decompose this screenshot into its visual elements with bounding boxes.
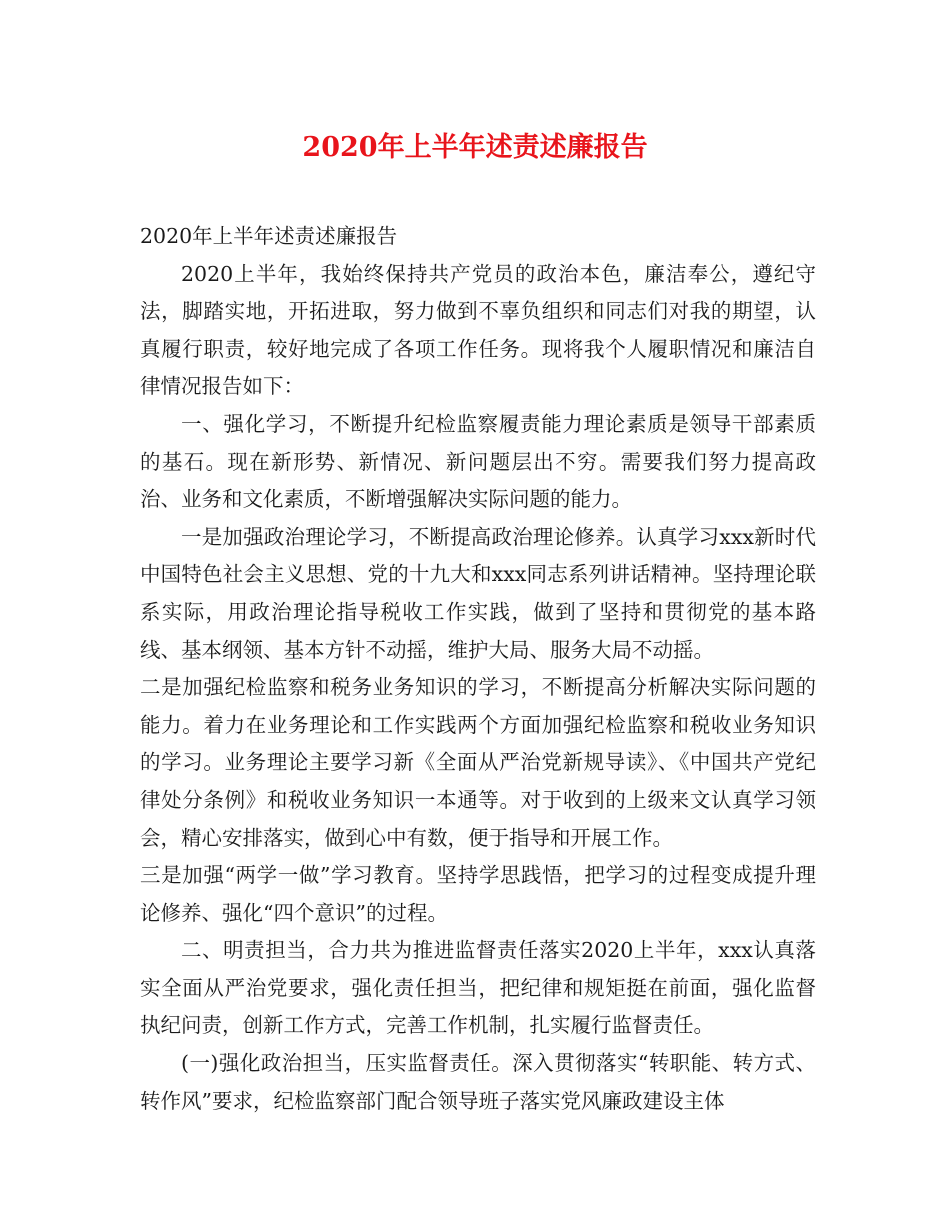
document-title: 2020年上半年述责述廉报告 <box>302 132 648 163</box>
paragraph-section-2: 二、明责担当，合力共为推进监督责任落实2020上半年，xxx认真落实全面从严治党要求，强化责任担当，把纪律和规矩挺在前面，强化监督执纪问责，创新工作方式，完善工作机制，扎实履行监督责任。 <box>140 938 816 1038</box>
paragraph-section-1: 一、强化学习，不断提升纪检监察履责能力理论素质是领导干部素质的基石。现在新形势、新情况、新问题层出不穷。需要我们努力提高政治、业务和文化素质，不断增强解决实际问题的能力。 <box>140 411 816 512</box>
paragraph-point-2: 二是加强纪检监察和税务业务知识的学习，不断提高分析解决实际问题的能力。着力在业务理论和工作实践两个方面加强纪检监察和税收业务知识的学习。业务理论主要学习新《全面从严治党新规导读》、《中国共产党纪律处分条例》和税收业务知识一本通等。对于收到的上级来文认真学习领会，精心安排落实，做到心中有数，便于指导和开展工作。 <box>140 675 816 850</box>
paragraph-intro: 2020上半年，我始终保持共产党员的政治本色，廉洁奉公，遵纪守法，脚踏实地，开拓进取，努力做到不辜负组织和同志们对我的期望，认真履行职责，较好地完成了各项工作任务。现将我个人履职情况和廉洁自律情况报告如下： <box>140 261 816 399</box>
document-subtitle: 2020年上半年述责述廉报告 <box>140 224 398 248</box>
paragraph-point-1: 一是加强政治理论学习，不断提高政治理论修养。认真学习xxx新时代中国特色社会主义思想、党的十九大和xxx同志系列讲话精神。坚持理论联系实际，用政治理论指导税收工作实践，做到了坚持和贯彻党的基本路线、基本纲领、基本方针不动摇，维护大局、服务大局不动摇。 <box>140 524 816 662</box>
paragraph-subsection-1: (一)强化政治担当，压实监督责任。深入贯彻落实“转职能、转方式、转作风”要求，纪检监察部门配合领导班子落实党风廉政建设主体 <box>140 1051 816 1113</box>
paragraph-point-3: 三是加强“两学一做”学习教育。坚持学思践悟，把学习的过程变成提升理论修养、强化“四个意识”的过程。 <box>140 863 816 925</box>
document-body <box>140 218 816 1120</box>
